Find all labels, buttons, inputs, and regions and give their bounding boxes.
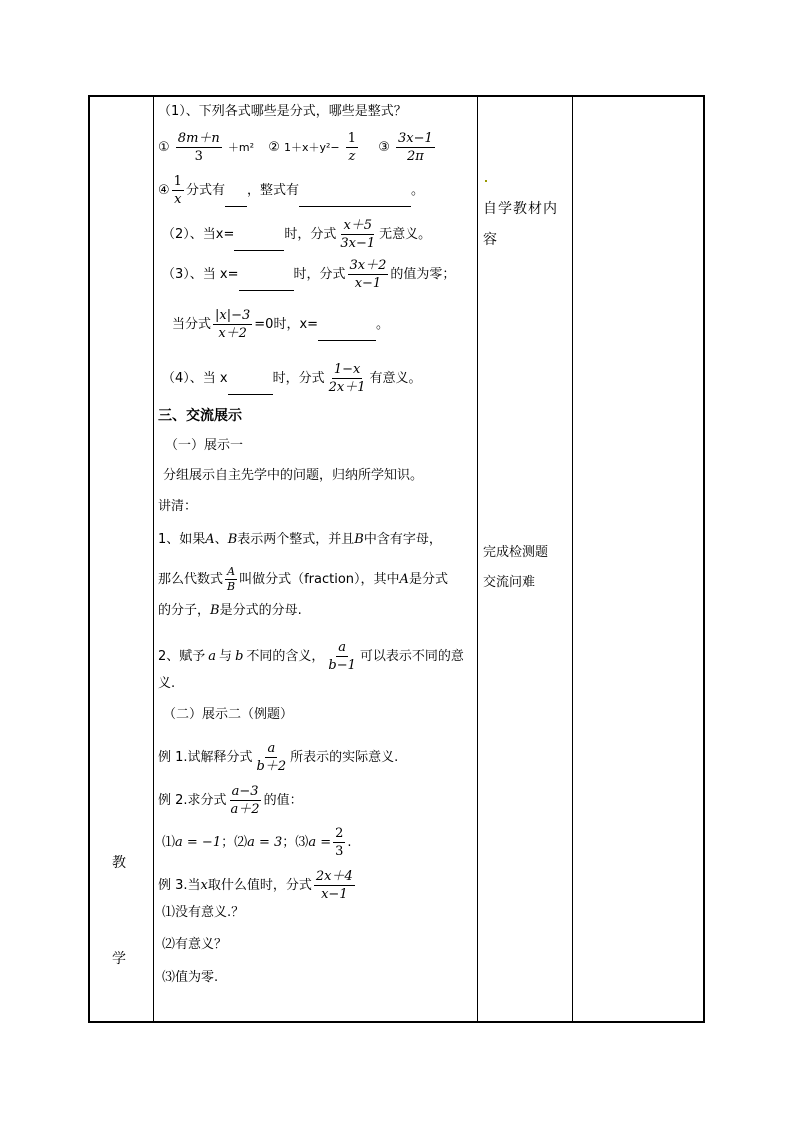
p2-line-1: 2、赋予 a 与 b 不同的含义， $\frac{a}{b-1}$ 可以表示不同的意: [158, 640, 464, 673]
divider-3: [572, 97, 573, 1021]
divider-1: [153, 97, 154, 1021]
fraction-ex1: $\frac{a}{b+2}$: [256, 741, 287, 774]
show-1-text: 分组展示自主先学中的问题，归纳所学知识。: [163, 468, 424, 483]
note-1-line-1: 自学教材内: [483, 201, 558, 217]
q1-title: （1）、下列各式哪些是分式，哪些是整式？: [158, 104, 407, 119]
example-3: 例 3.当x取什么值时，分式 $\frac{2x+4}{x-1}$: [158, 869, 353, 902]
fraction-ex2: $\frac{a-3}{a+2}$: [230, 784, 260, 817]
example-1: 例 1.试解释分式 $\frac{a}{b+2}$ 所表示的实际意义.: [158, 741, 399, 774]
fraction-ab: $\frac{A}{B}$: [227, 565, 236, 593]
q3b-line: 当分式 $\frac{|x|-3}{x+2}$ =0时，x= 。: [172, 308, 390, 341]
fraction-2: $\frac{1}{z}$: [347, 131, 357, 164]
explain-label: 讲清：: [158, 499, 198, 514]
q2-line: （2）、当x= 时，分式 $\frac{x+5}{3x-1}$ 无意义。: [162, 218, 432, 251]
q1-expressions: ① $\frac{8m+n}{3}$ ＋m² ② 1＋x＋y²− $\frac{1}{z}$ ③ $\frac{3x-1}{2\pi}$: [158, 131, 433, 164]
q1-answer: ④ $\frac{1}{x}$ 分式有 ，整式有 。: [158, 174, 424, 207]
fraction-ex3: $\frac{2x+4}{x-1}$: [315, 869, 353, 902]
fraction-two-thirds: $\frac{2}{3}$: [335, 826, 344, 859]
note-1-line-2: 容: [483, 232, 497, 248]
dot-mark: [485, 180, 487, 182]
left-char-1: 教: [112, 855, 126, 871]
left-char-2: 学: [112, 951, 126, 967]
p1-line-2: 那么代数式 $\frac{A}{B}$ 叫做分式（fraction），其中A是分式: [158, 565, 448, 593]
example-3-item-1: ⑴没有意义.？: [162, 905, 245, 920]
p1-line-3: 的分子，B是分式的分母.: [158, 603, 302, 618]
blank-q2[interactable]: [234, 238, 284, 251]
example-2-values: ⑴a = −1；⑵a = 3；⑶a = $\frac{2}{3}$ .: [162, 826, 352, 859]
p2-line-2: 义.: [158, 676, 176, 691]
fraction-q3: $\frac{3x+2}{x-1}$: [349, 258, 387, 291]
blank-q3[interactable]: [239, 278, 294, 291]
fraction-1: $\frac{8m+n}{3}$: [177, 131, 220, 164]
blank-q3b[interactable]: [318, 328, 376, 341]
example-3-item-3: ⑶值为零.: [162, 970, 219, 985]
blank-q4[interactable]: [228, 382, 273, 395]
fraction-q3b: $\frac{|x|-3}{x+2}$: [215, 308, 251, 341]
show-1-heading: （一）展示一: [165, 438, 244, 453]
blank-fraction[interactable]: [225, 194, 247, 207]
divider-2: [477, 97, 478, 1021]
fraction-q2: $\frac{x+5}{3x-1}$: [340, 218, 376, 251]
fraction-q4: $\frac{1-x}{2x+1}$: [328, 362, 366, 395]
blank-integer[interactable]: [299, 194, 411, 207]
p1-line-1: 1、如果A、B表示两个整式，并且B中含有字母，: [158, 532, 442, 547]
fraction-3: $\frac{3x-1}{2\pi}$: [398, 131, 433, 164]
example-2: 例 2.求分式 $\frac{a-3}{a+2}$ 的值：: [158, 784, 303, 817]
section-3-heading: 三、交流展示: [158, 408, 242, 424]
q3-line: （3）、当 x= 时，分式 $\frac{3x+2}{x-1}$ 的值为零；: [162, 258, 456, 291]
show-2-heading: （二）展示二（例题）: [163, 707, 294, 722]
q4-line: （4）、当 x 时，分式 $\frac{1-x}{2x+1}$ 有意义。: [162, 362, 422, 395]
note-2-line-2: 交流问难: [483, 575, 536, 590]
fraction-p2: $\frac{a}{b-1}$: [328, 640, 356, 673]
example-3-item-2: ⑵有意义？: [162, 937, 228, 952]
fraction-4: $\frac{1}{x}$: [173, 174, 182, 207]
note-2-line-1: 完成检测题: [483, 545, 549, 560]
